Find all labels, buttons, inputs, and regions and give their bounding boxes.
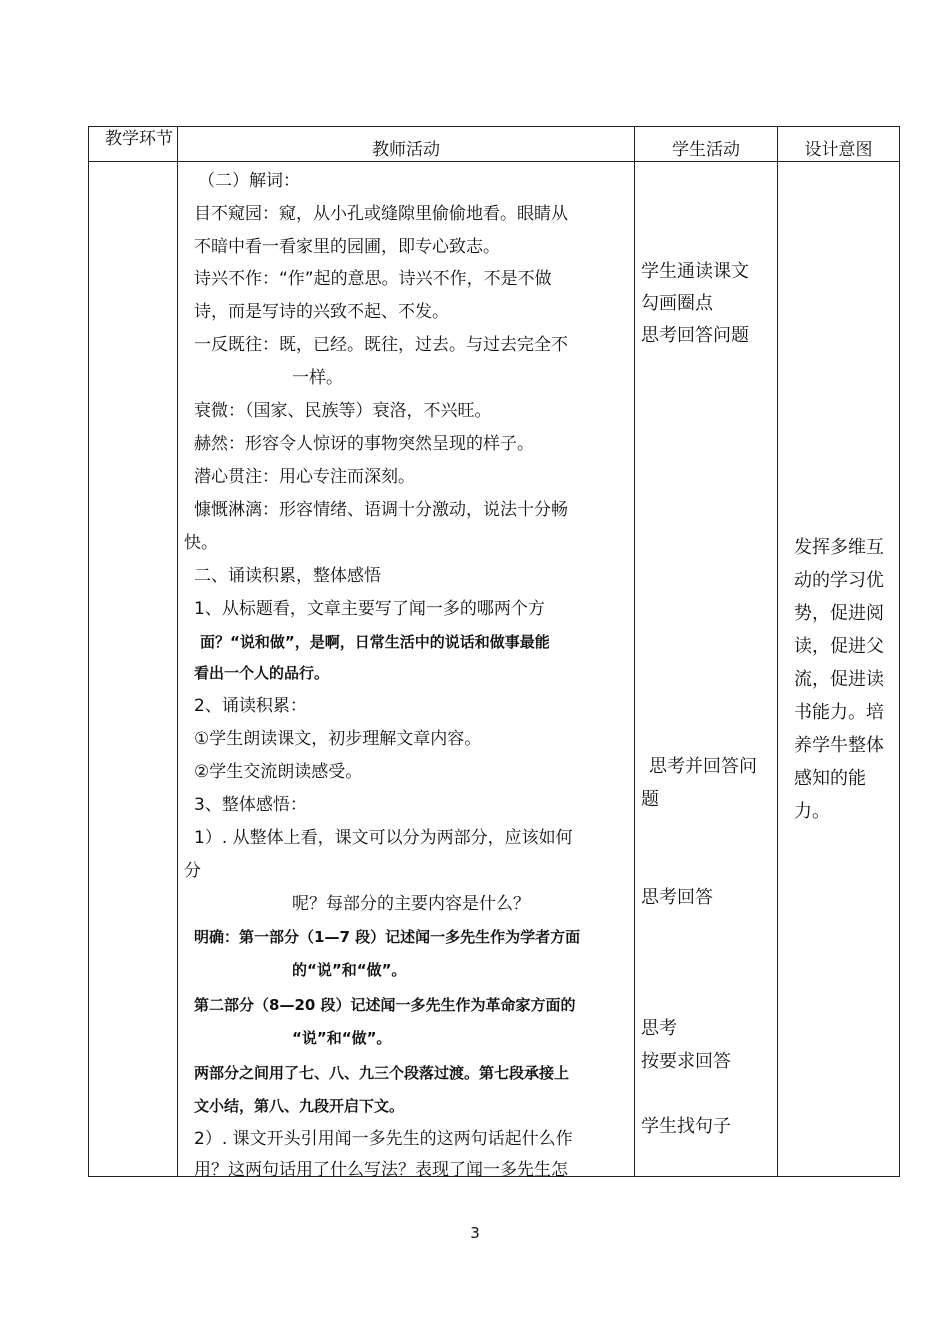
teacher-line: 1）. 从整体上看，课文可以分为两部分，应该如何 (194, 828, 573, 848)
intent-line: 动的学习优 (794, 570, 884, 591)
student-line: 思考回答问题 (641, 325, 749, 346)
teacher-line: 1、从标题看，文章主要写了闻一多的哪两个方 (194, 599, 545, 619)
teacher-line: 潜心贯注：用心专注而深刻。 (194, 467, 415, 487)
teacher-line: 快。 (184, 533, 218, 553)
student-line: 题 (641, 789, 659, 810)
header-teacher-label: 教师活动 (372, 140, 440, 160)
header-student-label: 学生活动 (672, 140, 740, 160)
student-activity-cell (635, 162, 778, 1177)
intent-line: 力。 (794, 801, 830, 822)
header-teacher (178, 127, 635, 162)
teacher-line: ②学生交流朗读感受。 (194, 762, 363, 782)
teacher-line: 衰微：（国家、民族等）衰洛，不兴旺。 (194, 401, 492, 421)
student-line: 学生找句子 (641, 1116, 731, 1137)
teacher-line: 不暗中看一看家里的园圃，即专心致志。 (194, 237, 500, 257)
teacher-line: 的“说”和“做”。 (292, 961, 407, 979)
teacher-line: 明确：第一部分（1—7 段）记述闻一多先生作为学者方面 (194, 928, 581, 946)
header-phase (89, 127, 178, 162)
header-intent-label: 设计意图 (804, 140, 873, 160)
page-number: 3 (470, 1224, 480, 1242)
teacher-line: 文小结，第八、九段开启下文。 (194, 1097, 405, 1115)
teacher-line: 目不窥园：窥，从小孔或缝隙里偷偷地看。眼睛从 (194, 204, 568, 224)
teacher-line: 两部分之间用了七、八、九三个段落过渡。第七段承接上 (194, 1064, 570, 1082)
intent-line: 发挥多维互 (794, 537, 884, 558)
intent-line: 书能力。培 (794, 702, 884, 723)
student-line: 思考并回答问 (649, 756, 757, 777)
teacher-line: 慷慨淋漓：形容情绪、语调十分激动，说法十分畅 (194, 500, 568, 520)
phase-cell (89, 162, 178, 1177)
header-row (89, 127, 900, 162)
intent-line: 读，促进父 (794, 636, 884, 657)
teacher-line: 赫然：形容令人惊讶的事物突然呈现的样子。 (194, 434, 534, 454)
teacher-line: 用？这两句话用了什么写法？表现了闻一多先生怎 (194, 1160, 568, 1180)
intent-line: 养学牛整体 (794, 735, 884, 756)
teacher-line: 3、整体感悟： (194, 795, 307, 815)
content-row (89, 162, 900, 1177)
teacher-line: 呢？每部分的主要内容是什么？ (292, 894, 530, 914)
teacher-line: 一反既往：既，已经。既往，过去。与过去完全不 (194, 335, 568, 355)
header-intent (778, 127, 900, 162)
teacher-line: （二）解词： (198, 171, 300, 191)
student-line: 勾画圈点 (641, 293, 713, 314)
teacher-activity-cell (178, 162, 635, 1180)
teacher-line: 面？“说和做”，是啊，日常生活中的说话和做事最能 (200, 633, 550, 651)
teacher-line: 诗兴不作：“作”起的意思。诗兴不作，不是不做 (194, 269, 552, 289)
teacher-line: “说”和“做”。 (292, 1029, 392, 1047)
teacher-line: 2、诵读积累： (194, 696, 307, 716)
teacher-line: 一样。 (292, 368, 343, 388)
design-intent-cell (778, 162, 900, 1177)
student-line: 学生通读课文 (641, 261, 749, 282)
intent-line: 感知的能 (794, 768, 866, 789)
teacher-line: 第二部分（8—20 段）记述闻一多先生作为革命家方面的 (194, 996, 576, 1014)
header-student (635, 127, 778, 162)
teacher-line: 诗，而是写诗的兴致不起、不发。 (194, 302, 449, 322)
header-phase-label: 教学环节 (105, 129, 173, 149)
intent-line: 势，促进阅 (794, 603, 884, 624)
teacher-line: 看出一个人的品行。 (194, 664, 330, 682)
student-line: 思考 (641, 1018, 677, 1039)
student-line: 思考回答 (641, 887, 713, 908)
teacher-line: 2）. 课文开头引用闻一多先生的这两句话起什么作 (194, 1129, 573, 1149)
lesson-plan-table (88, 126, 900, 1180)
intent-line: 流，促进读 (794, 669, 884, 690)
teacher-line: 二、诵读积累，整体感悟 (194, 566, 381, 586)
teacher-line: ①学生朗读课文，初步理解文章内容。 (194, 729, 482, 749)
teacher-line: 分 (184, 861, 201, 881)
student-line: 按要求回答 (641, 1051, 731, 1072)
